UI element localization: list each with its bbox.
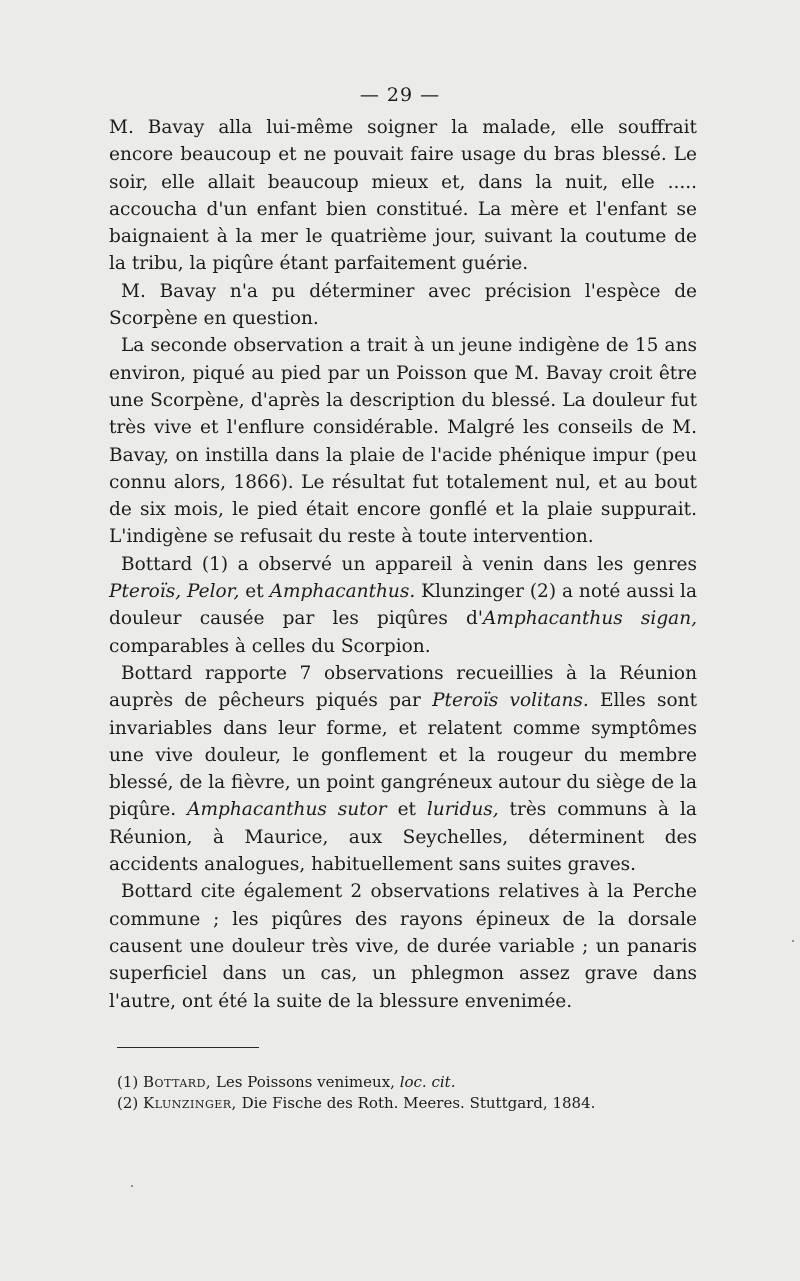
body-text	[109, 114, 697, 1015]
paragraph-5-italic-2: Amphacanthus sutor	[187, 799, 387, 821]
paragraph-5-text-1: Bottard rapporte 7 observations recueillies à la Réunion auprès de pêcheurs piqués par	[109, 662, 697, 712]
footnote-2	[117, 1093, 697, 1114]
paragraph-4-italic-1: Pteroïs, Pelor,	[109, 581, 240, 603]
footnote-1-text: Les Poissons venimeux,	[215, 1073, 395, 1091]
paragraph-4-italic-3: Amphacanthus sigan,	[482, 608, 697, 630]
paragraph-5-italic-1: Pteroïs volitans.	[432, 690, 589, 712]
page-number: — 29 —	[359, 84, 441, 106]
paragraph-3: La seconde observation a trait à un jeune indigène de 15 ans environ, piqué au pied par un Poisson que M. Bavay croit être une Scorpène, d'après la description du blessé. La douleur fut très vive et l'enflure considérable. Malgré les conseils de M. Bavay, on instilla dans la plaie de l'acide phénique impur (peu connu alors, 1866). Le résultat fut totalement nul, et au bout de six mois, le pied était encore gonflé et la plaie suppurait. L'indigène se refusait du reste à toute intervention.	[109, 335, 697, 548]
paper-speck	[131, 1185, 133, 1187]
footnote-1-mark: (1)	[117, 1073, 139, 1091]
footnote-1-author: Bottard,	[143, 1073, 212, 1091]
paragraph-4-italic-2: Amphacanthus.	[269, 581, 416, 603]
footnote-1-italic: loc. cit.	[399, 1073, 456, 1091]
paragraph-4	[109, 551, 697, 660]
paper-speck	[792, 940, 794, 942]
paragraph-5	[109, 660, 697, 878]
footnote-2-text: Die Fische des Roth. Meeres. Stuttgard, 1884.	[241, 1094, 596, 1112]
footnotes	[117, 1072, 697, 1114]
paragraph-4-text-3: Klunzinger (2) a noté aussi la douleur causée par les piqûres d'	[109, 581, 697, 630]
paragraph-4-text-2: et	[239, 581, 270, 603]
footnote-2-author: Klunzinger,	[143, 1094, 237, 1112]
paragraph-5-italic-3: luridus,	[426, 799, 499, 821]
paragraph-5-text-2: Elles sont invariables dans leur forme, et relatent comme symptômes une vive douleur, le gonflement et la rougeur du membre blessé, de la fièvre, un point gangréneux autour du siège de la piqûre.	[109, 690, 697, 821]
paragraph-4-text-1: Bottard (1) a observé un appareil à venin dans les genres	[121, 553, 697, 575]
paragraph-2: M. Bavay n'a pu déterminer avec précision l'espèce de Scorpène en question.	[109, 280, 697, 330]
paragraph-5-text-3: et	[386, 799, 427, 821]
footnote-2-mark: (2)	[117, 1094, 139, 1112]
footnote-divider	[117, 1047, 259, 1048]
paragraph-5-text-4: très communs à la Réunion, à Maurice, aux Seychelles, déterminent des accidents analogues, habituellement sans suites graves.	[109, 799, 697, 876]
footnote-1	[117, 1072, 697, 1093]
paragraph-4-text-4: comparables à celles du Scorpion.	[109, 635, 431, 657]
paragraph-6: Bottard cite également 2 observations relatives à la Perche commune ; les piqûres des rayons épineux de la dorsale causent une douleur très vive, de durée variable ; un panaris superficiel dans un cas, un phlegmon assez grave dans l'autre, ont été la suite de la blessure envenimée.	[109, 881, 697, 1012]
paragraph-1: M. Bavay alla lui-même soigner la malade, elle souffrait encore beaucoup et ne pouvait faire usage du bras blessé. Le soir, elle allait beaucoup mieux et, dans la nuit, elle ..... accoucha d'un enfant bien constitué. La mère et l'enfant se baignaient à la mer le quatrième jour, suivant la coutume de la tribu, la piqûre étant parfaitement guérie.	[109, 117, 697, 275]
